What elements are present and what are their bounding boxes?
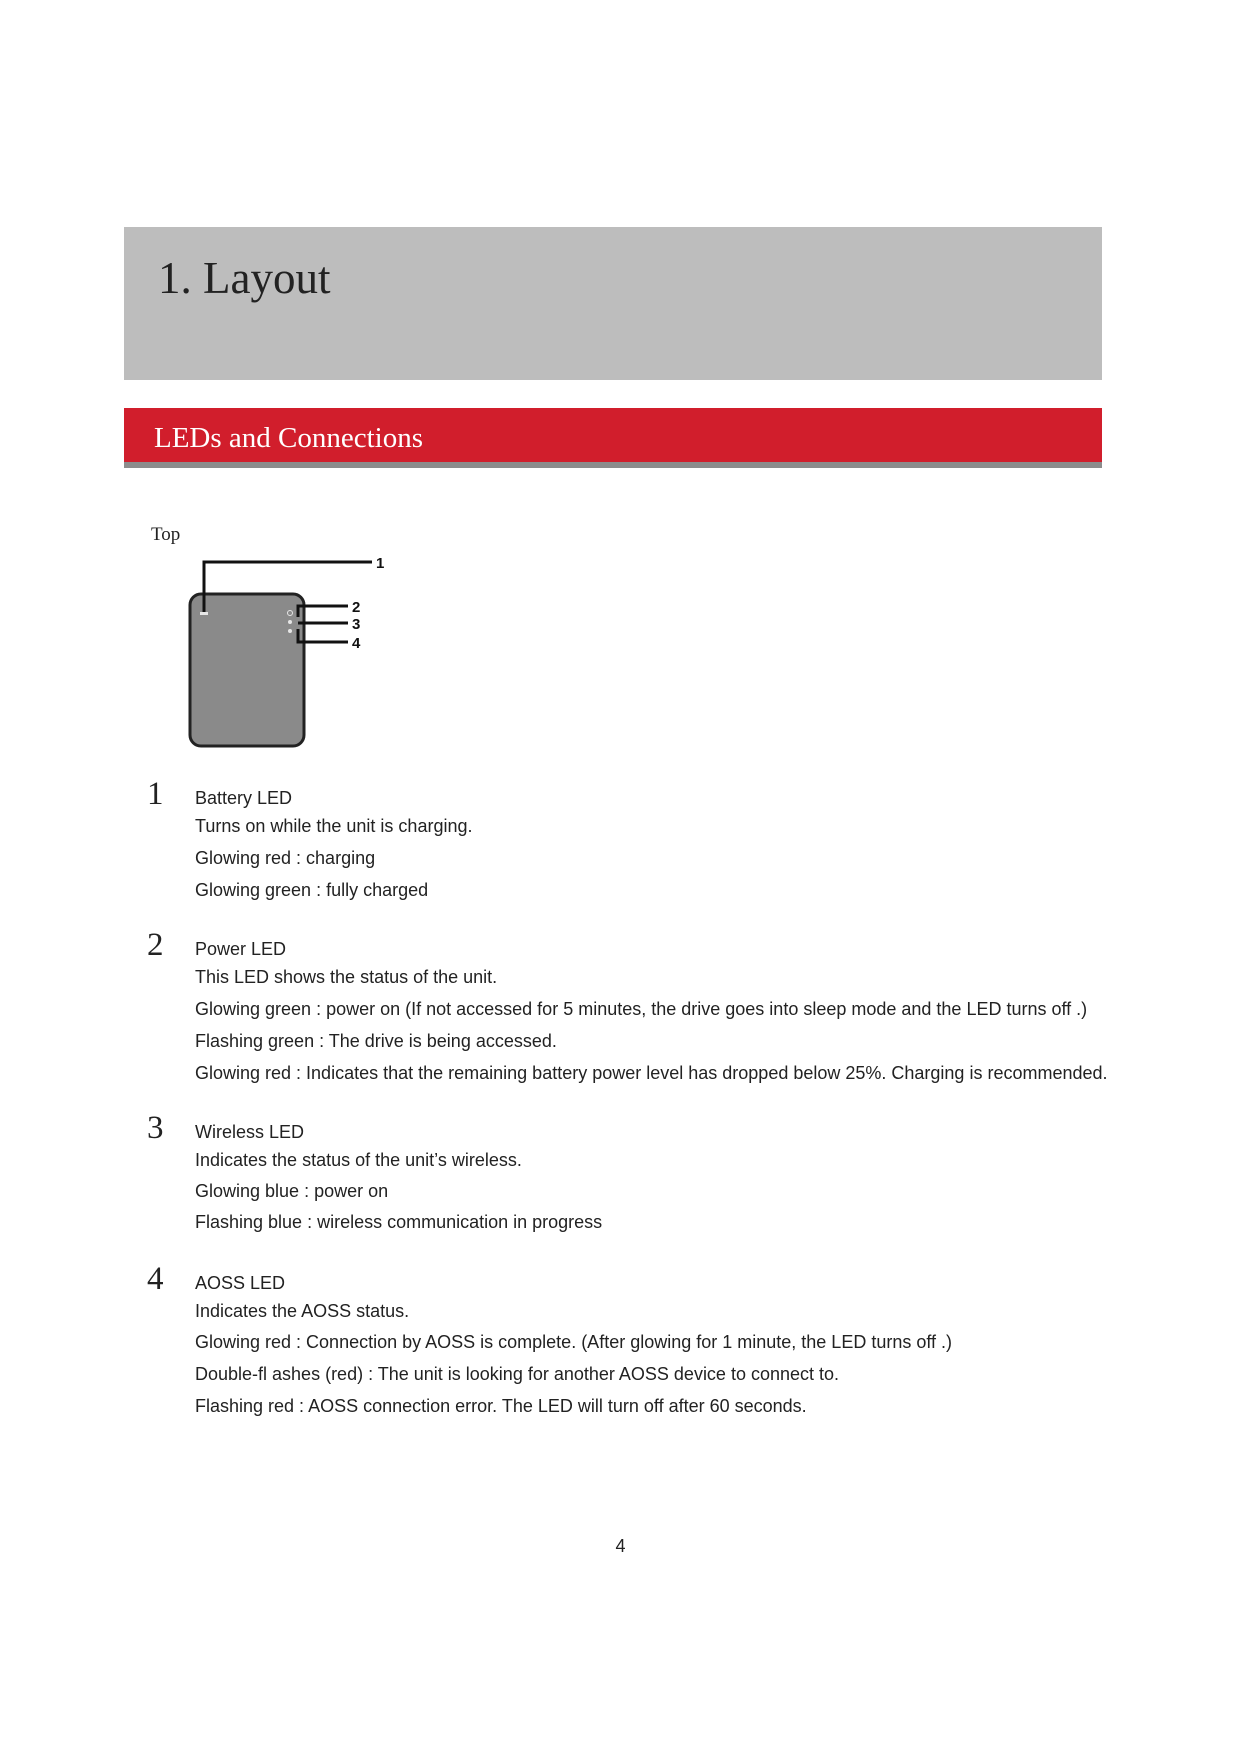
led-description-line: Flashing blue : wireless communication in progress — [195, 1212, 603, 1232]
led-name: AOSS LED — [195, 1273, 286, 1293]
led-description-line: This LED shows the status of the unit. — [195, 967, 498, 987]
led-description-line: Double-fl ashes (red) : The unit is looking for another AOSS device to connect to. — [195, 1364, 840, 1384]
view-label: Top — [151, 524, 181, 545]
led-number: 3 — [147, 1110, 164, 1146]
callout-label-3: 3 — [352, 616, 361, 633]
callout-label-2: 2 — [352, 599, 361, 616]
led-name: Wireless LED — [195, 1122, 305, 1142]
led-description-line: Glowing red : charging — [195, 848, 376, 868]
led-description-line: Indicates the AOSS status. — [195, 1301, 410, 1321]
chapter-title: 1. Layout — [158, 253, 331, 303]
aoss-icon — [288, 629, 292, 633]
led-description-line: Indicates the status of the unit’s wireless. — [195, 1150, 522, 1170]
callout-label-4: 4 — [352, 635, 361, 652]
led-description-line: Turns on while the unit is charging. — [195, 816, 473, 836]
led-number: 4 — [147, 1261, 164, 1297]
led-description-line: Flashing green : The drive is being accessed. — [195, 1031, 557, 1051]
led-number: 1 — [147, 776, 164, 812]
device-body — [190, 594, 304, 746]
led-description-line: Glowing red : Indicates that the remaining battery power level has dropped below 25%. Charging is recommended. — [195, 1063, 1108, 1083]
led-name: Power LED — [195, 939, 287, 959]
led-description-line: Glowing green : fully charged — [195, 880, 429, 900]
battery-led-indicator — [200, 612, 208, 615]
led-description-line: Glowing red : Connection by AOSS is complete. (After glowing for 1 minute, the LED turns off .) — [195, 1332, 953, 1352]
led-description-line: Glowing blue : power on — [195, 1181, 389, 1201]
device-top-diagram — [180, 550, 410, 750]
section-header-underline — [124, 462, 1102, 468]
led-number: 2 — [147, 927, 164, 963]
page-number: 4 — [615, 1536, 626, 1556]
section-title: LEDs and Connections — [154, 422, 424, 454]
led-description-line: Flashing red : AOSS connection error. The LED will turn off after 60 seconds. — [195, 1396, 807, 1416]
led-description-line: Glowing green : power on (If not accessed for 5 minutes, the drive goes into sleep mode and the LED turns off .) — [195, 999, 1088, 1019]
wireless-icon — [288, 620, 292, 624]
led-name: Battery LED — [195, 788, 293, 808]
callout-label-1: 1 — [376, 555, 385, 572]
